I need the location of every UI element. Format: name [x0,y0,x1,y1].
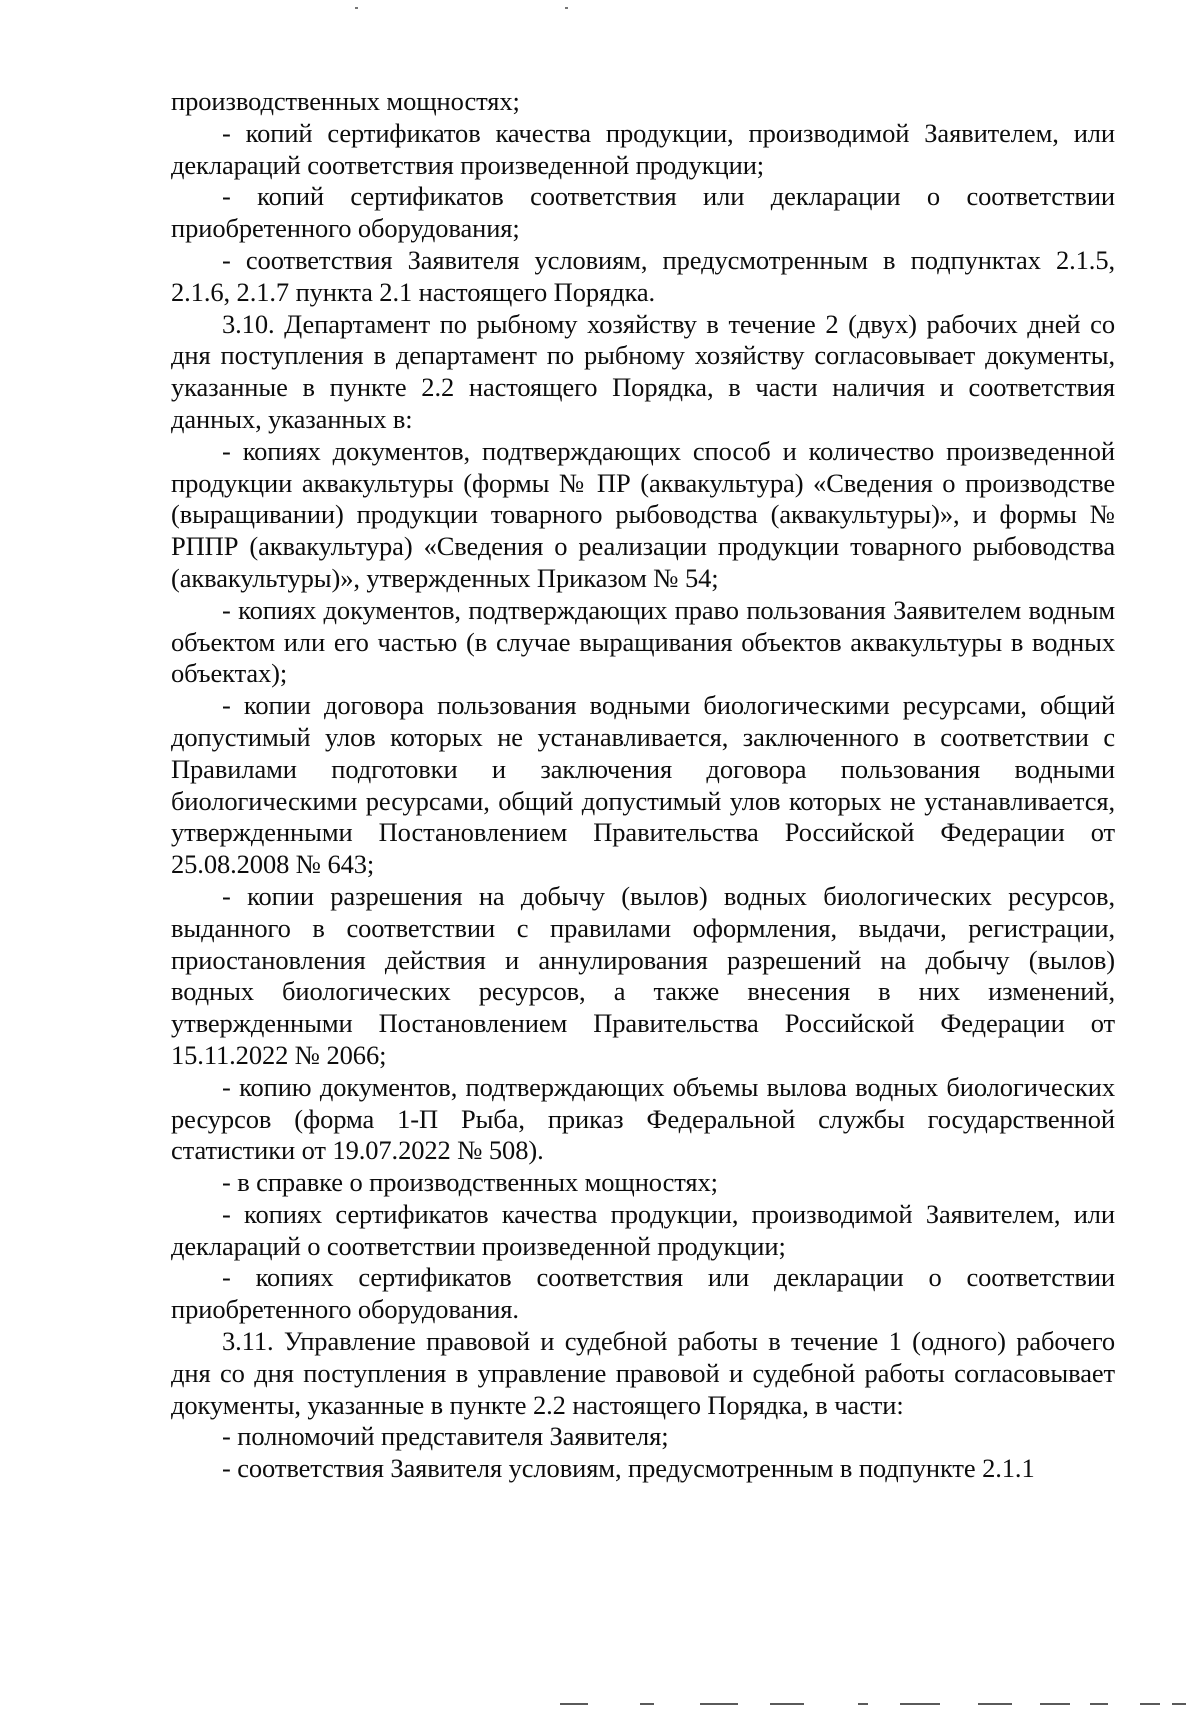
paragraph: - в справке о производственных мощностях; [222,1167,718,1198]
scan-footer-marks [0,1700,1200,1708]
paragraph: 3.10. Департамент по рыбному хозяйству в течение 2 (двух) рабочих дней со дня поступления в департамент по рыбному хозяйству согласовывает документы, указанные в пункте 2.2 настоящего Порядка, в части наличия и соответствия данных, указанных в: [171,308,1115,434]
scan-speck [355,7,358,9]
paragraph: - соответствия Заявителя условиям, предусмотренным в подпункте 2.1.1 [222,1453,1035,1484]
paragraph: производственных мощностях; [171,86,520,116]
paragraph: - копию документов, подтверждающих объемы вылова водных биологических ресурсов (форма 1-П Рыба, приказ Федеральной службы государственной статистики от 19.07.2022 № 508). [171,1071,1115,1166]
paragraph: - копиях сертификатов качества продукции, производимой Заявителем, или деклараций о соответствии произведенной продукции; [171,1198,1115,1261]
paragraph: - копиях документов, подтверждающих способ и количество произведенной продукции аквакультуры (формы № ПР (аквакультура) «Сведения о производстве (выращивании) продукции товарного рыбоводства (аквакультуры)», и формы № РППР (аквакультура) «Сведения о реализации продукции товарного рыбоводства (аквакультуры)», утвержденных Приказом № 54; [171,435,1115,593]
paragraph: - копий сертификатов соответствия или декларации о соответствии приобретенного оборудования; [171,181,1115,244]
paragraph: - копий сертификатов качества продукции, производимой Заявителем, или деклараций соответствия произведенной продукции; [171,117,1115,180]
paragraph: 3.11. Управление правовой и судебной работы в течение 1 (одного) рабочего дня со дня поступления в управление правовой и судебной работы согласовывает документы, указанные в пункте 2.2 настоящего Порядка, в части: [171,1326,1115,1420]
paragraph: - копии договора пользования водными биологическими ресурсами, общий допустимый улов которых не устанавливается, заключенного в соответствии с Правилами подготовки и заключения договора пользования водными биологическими ресурсами, общий допустимый улов которых не устанавливается, утвержденными Постановлением Правительства Российской Федерации от 25.08.2008 № 643; [171,690,1115,880]
paragraph: - соответствия Заявителя условиям, предусмотренным в подпунктах 2.1.5, 2.1.6, 2.1.7 пункта 2.1 настоящего Порядка. [171,244,1115,307]
paragraph: - копии разрешения на добычу (вылов) водных биологических ресурсов, выданного в соответствии с правилами оформления, выдачи, регистрации, приостановления действия и аннулирования разрешений на добычу (вылов) водных биологических ресурсов, а также внесения в них изменений, утвержденными Постановлением Правительства Российской Федерации от 15.11.2022 № 2066; [171,880,1115,1070]
paragraph: - полномочий представителя Заявителя; [222,1421,669,1452]
paragraph: - копиях документов, подтверждающих право пользования Заявителем водным объектом или его частью (в случае выращивания объектов аквакультуры в водных объектах); [171,594,1115,689]
scan-speck [565,7,568,9]
document-page [171,86,1115,1485]
paragraph: - копиях сертификатов соответствия или декларации о соответствии приобретенного оборудования. [171,1262,1115,1325]
